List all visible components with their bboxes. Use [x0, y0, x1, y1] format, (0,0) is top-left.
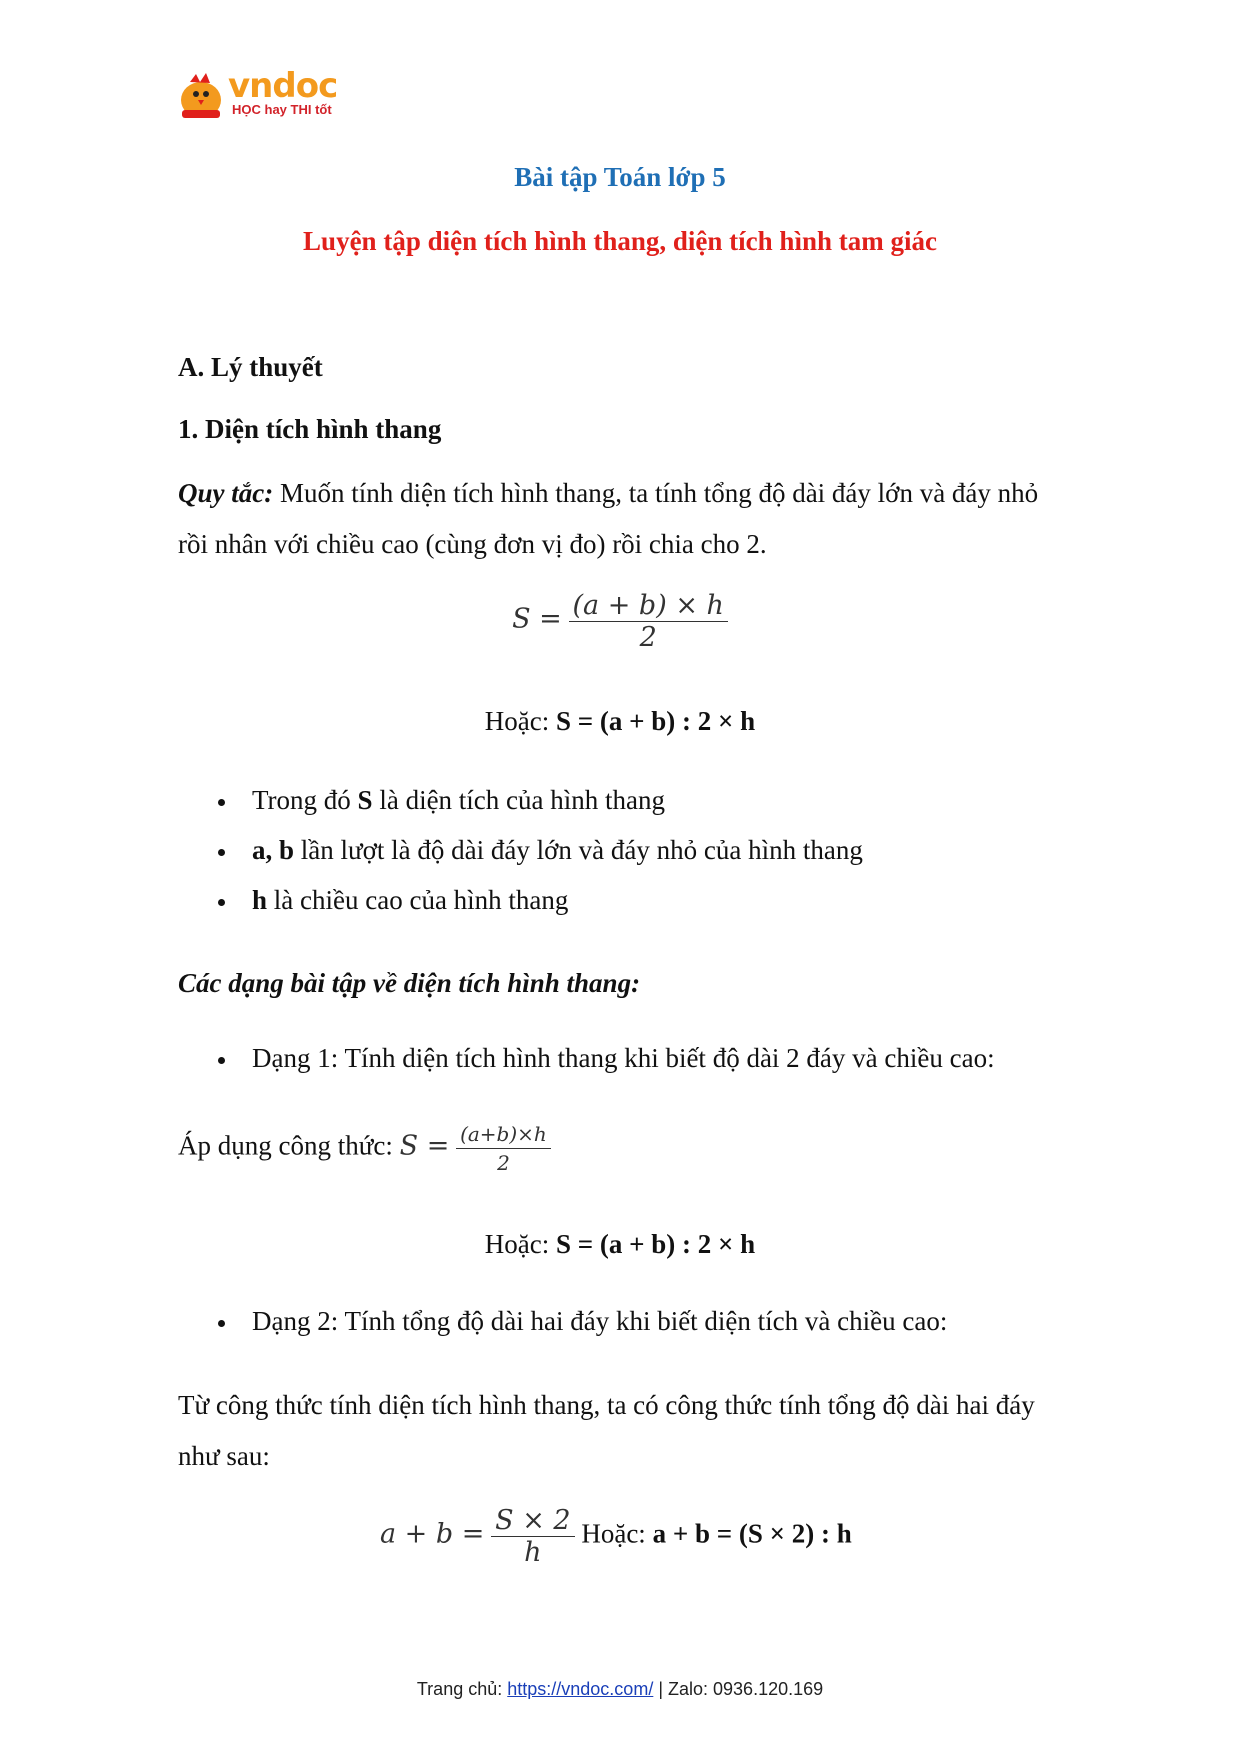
section-1-heading: 1. Diện tích hình thang [178, 414, 442, 444]
formula-3-denominator: h [524, 1537, 542, 1568]
section-a-heading: A. Lý thuyết [178, 352, 323, 382]
mascot-icon [176, 70, 226, 122]
page-title: Bài tập Toán lớp 5 [514, 162, 726, 192]
rule-text: Muốn tính diện tích hình thang, ta tính tổng độ dài đáy lớn và đáy nhỏ rồi nhân với chiều cao (cùng đơn vị đo) rồi chia cho 2. [178, 478, 1039, 559]
alt-formula-2: Hoặc: S = (a + b) : 2 × h [484, 1229, 756, 1259]
formula-1 [0, 590, 1240, 653]
vndoc-logo [176, 66, 338, 122]
or-formula-2: a + b = (S × 2) : h [652, 1518, 852, 1549]
apply-formula-line [178, 1120, 1068, 1177]
formula-2-denominator: 2 [497, 1151, 510, 1175]
type-2-paragraph: Từ công thức tính diện tích hình thang, ta có công thức tính tổng độ dài hai đáy như sau: [178, 1390, 1035, 1471]
formula-3-numerator: S × 2 [491, 1505, 574, 1537]
formula-3: a + b = $\frac{S \times 2}{h}$ Hoặc: a + b = (S × 2) : h [380, 1505, 852, 1568]
formula-1-lhs: S = [512, 603, 562, 635]
types-heading: Các dạng bài tập về diện tích hình thang: [178, 968, 641, 998]
logo-tagline: HỌC hay THI tốt [232, 102, 332, 117]
apply-label: Áp dụng công thức: [178, 1130, 400, 1161]
rule-label: Quy tắc: [178, 478, 274, 508]
or-formula: S = (a + b) : 2 × h [556, 706, 756, 736]
page-subtitle: Luyện tập diện tích hình thang, diện tích hình tam giác [303, 226, 937, 256]
rule-paragraph [178, 468, 1068, 570]
alt-formula-1 [0, 706, 1240, 737]
formula-3-lhs: a + b = [380, 1518, 485, 1550]
formula-1-denominator: 2 [639, 622, 657, 653]
formula-2-lhs: S = [399, 1130, 450, 1162]
formula-1-numerator: (a + b) × h [569, 590, 728, 622]
logo-brand: vndoc [228, 66, 338, 106]
or-label: Hoặc: [484, 706, 557, 736]
home-link[interactable]: https://vndoc.com/ [507, 1679, 654, 1699]
formula-2-numerator: (a+b)×h [456, 1120, 551, 1149]
page-footer: Trang chủ: https://vndoc.com/ | Zalo: 0936.120.169 [416, 1679, 824, 1699]
